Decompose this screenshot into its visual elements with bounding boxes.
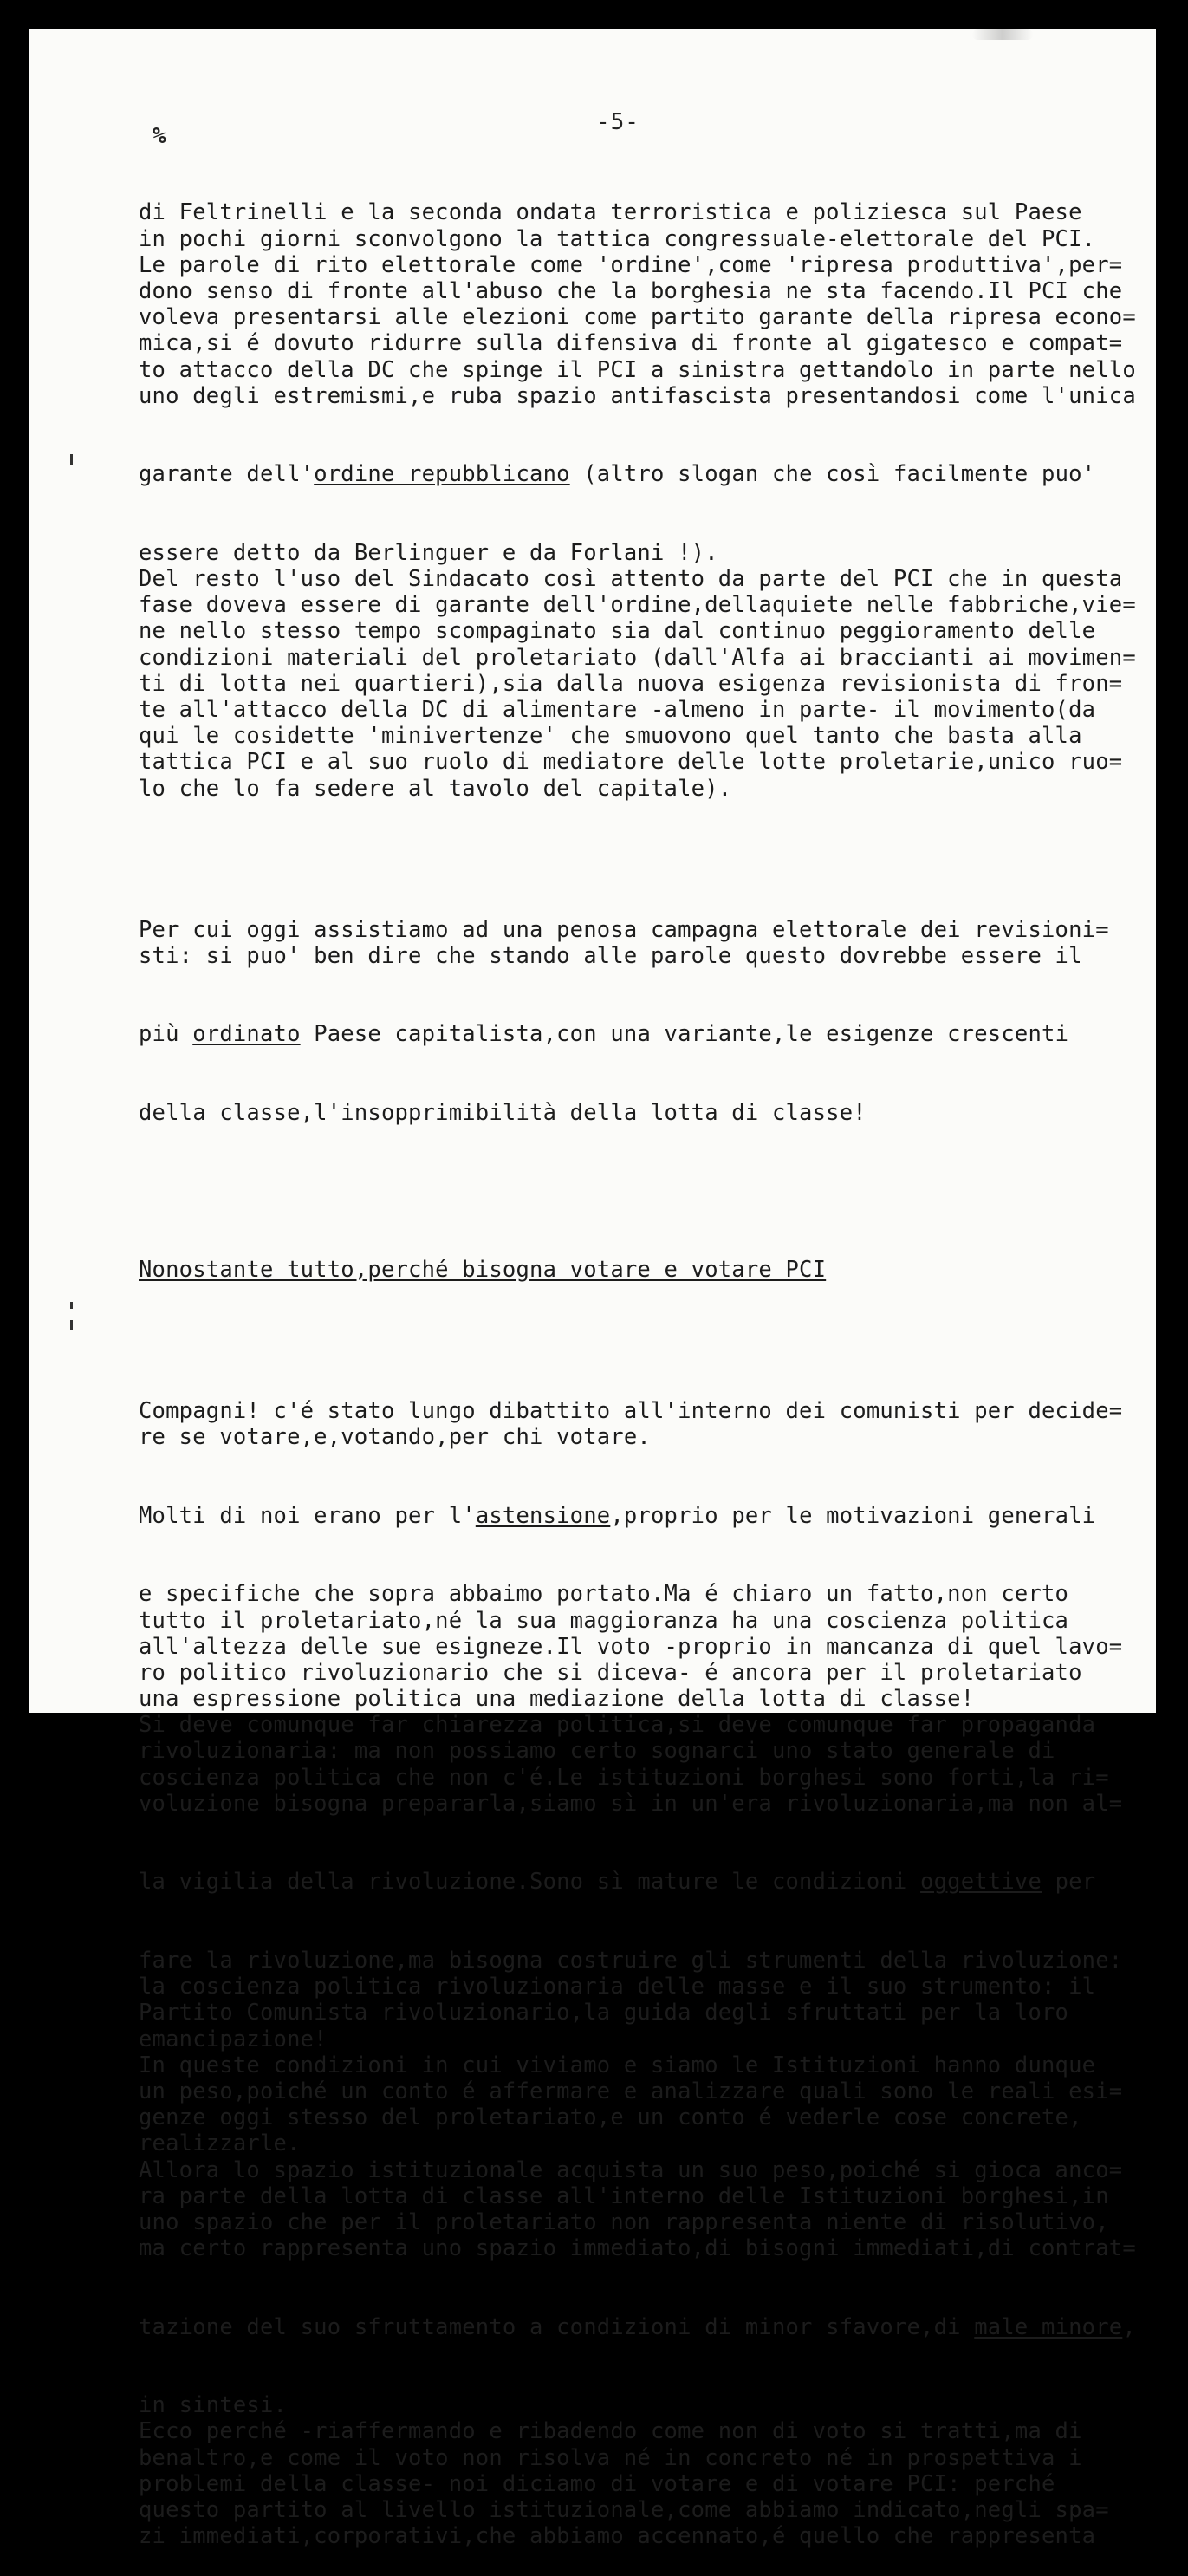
text-line: voleva presentarsi alle elezioni come partito garante della ripresa econo= [139, 304, 1136, 331]
paragraph-2-tail [139, 1100, 1135, 1126]
text-line: tutto il proletariato,né la sua maggioranza ha una coscienza politica [139, 1607, 1069, 1634]
text-line: garante dell'ordine repubblicano (altro slogan che così facilmente puo' [139, 461, 1096, 488]
text-line: Ecco perché -riaffermando e ribadendo come non di voto si tratti,ma di [139, 2418, 1082, 2445]
text-line: Per cui oggi assistiamo ad una penosa campagna elettorale dei revisioni= [139, 916, 1109, 943]
text-line: della classe,l'insopprimibilità della lotta di classe! [139, 1099, 867, 1126]
text-line: Partito Comunista rivoluzionario,la guida degli sfruttati per la loro [139, 2000, 1069, 2026]
text-line: uno spazio che per il proletariato non rappresenta niente di risolutivo, [139, 2208, 1109, 2235]
text-line: te all'attacco della DC di alimentare -almeno in parte- il movimento(da [139, 697, 1096, 724]
text-line: to attacco della DC che spinge il PCI a sinistra gettandolo in parte nello [139, 356, 1136, 383]
text-line: Si deve comunque far chiarezza politica,si deve comunque far propaganda [139, 1712, 1096, 1739]
underlined-phrase: male minore [974, 2313, 1123, 2340]
underlined-phrase: astensione [475, 1502, 611, 1529]
text-line: ne nello stesso tempo scompaginato sia dal continuo peggioramento delle [139, 618, 1096, 645]
text-line: più ordinato Paese capitalista,con una variante,le esigenze crescenti [139, 1021, 1069, 1048]
margin-tick [70, 454, 73, 465]
paragraph-1 [139, 199, 1135, 409]
section-heading: Nonostante tutto,perché bisogna votare e votare PCI [139, 1256, 827, 1283]
text-line: sti: si puo' ben dire che stando alle parole questo dovrebbe essere il [139, 942, 1082, 969]
text-line: rivoluzionaria: ma non possiamo certo sognarci uno stato generale di [139, 1738, 1055, 1765]
paragraph-1-tail [139, 540, 1135, 802]
underlined-phrase: ordinato [192, 1021, 301, 1048]
text-line: uno degli estremismi,e ruba spazio antifascista presentandosi come l'unica [139, 382, 1136, 409]
text-line: la vigilia della rivoluzione.Sono sì mature le condizioni oggettive per [139, 1869, 1096, 1896]
scan-smudge [972, 29, 1033, 40]
underlined-phrase: ordine repubblicano [314, 461, 570, 488]
text-line: all'altezza delle sue esigneze.Il voto -proprio in mancanza di quel lavo= [139, 1633, 1123, 1660]
text-line: realizzarle. [139, 2130, 301, 2157]
text-line: zi immediati,corporativi,che abbiamo accennato,é quello che rappresenta [139, 2523, 1096, 2550]
text-line: una espressione politica una mediazione della lotta di classe! [139, 1686, 975, 1713]
text-line: emancipazione! [139, 2026, 328, 2052]
text-line: tattica PCI e al suo ruolo di mediatore delle lotte proletarie,unico ruo= [139, 749, 1123, 776]
paragraph-3-mid [139, 1581, 1135, 1817]
underlined-phrase: oggettive [920, 1869, 1042, 1896]
text-line: ma certo rappresenta uno spazio immediato,di bisogni immediati,di contrat= [139, 2235, 1136, 2262]
text-line: condizioni materiali del proletariato (dall'Alfa ai braccianti ai movimen= [139, 644, 1136, 671]
text-line: fase doveva essere di garante dell'ordine,dellaquiete nelle fabbriche,vie= [139, 592, 1136, 619]
text-line: Del resto l'uso del Sindacato così attento da parte del PCI che in questa [139, 566, 1123, 593]
text-line: ro politico rivoluzionario che si diceva- é ancora per il proletariato [139, 1659, 1082, 1686]
text-line: fare la rivoluzione,ma bisogna costruire gli strumenti della rivoluzione: [139, 1948, 1123, 1974]
margin-tick [70, 1320, 73, 1330]
text-line: lo che lo fa sedere al tavolo del capitale). [139, 775, 732, 802]
text-line: In queste condizioni in cui viviamo e siamo le Istituzioni hanno dunque [139, 2052, 1096, 2078]
corner-mark: % [153, 123, 166, 149]
margin-tick [70, 1302, 73, 1309]
page-number: -5- [596, 109, 639, 135]
text-line: qui le cosidette 'minivertenze' che smuovono quel tanto che basta alla [139, 723, 1082, 750]
text-line: in pochi giorni sconvolgono la tattica congressuale-elettorale del PCI. [139, 225, 1096, 252]
paragraph-3-end [139, 2392, 1135, 2549]
text-line: un peso,poiché un conto é affermare e analizzare quali sono le reali esi= [139, 2078, 1123, 2104]
text-line: mica,si é dovuto ridurre sulla difensiva di fronte al gigatesco e compat= [139, 330, 1123, 357]
paragraph-2 [139, 917, 1135, 969]
text-line: tazione del suo sfruttamento a condizioni di minor sfavore,di male minore, [139, 2313, 1136, 2340]
text-line: Molti di noi erano per l'astensione,proprio per le motivazioni generali [139, 1502, 1096, 1529]
text-line: di Feltrinelli e la seconda ondata terroristica e poliziesca sul Paese [139, 199, 1082, 226]
paragraph-3-head [139, 1398, 1135, 1450]
body-text [139, 147, 1135, 2576]
text-line: ra parte della lotta di classe all'interno delle Istituzioni borghesi,in [139, 2182, 1109, 2209]
text-line: ti di lotta nei quartieri),sia dalla nuova esigenza revisionista di fron= [139, 670, 1123, 697]
text-line: e specifiche che sopra abbaimo portato.Ma é chiaro un fatto,non certo [139, 1581, 1069, 1608]
text-line: la coscienza politica rivoluzionaria delle masse e il suo strumento: il [139, 1974, 1096, 2000]
text-line: genze oggi stesso del proletariato,e un conto é vederle cose concrete, [139, 2104, 1082, 2131]
text-line: Compagni! c'é stato lungo dibattito all'interno dei comunisti per decide= [139, 1397, 1123, 1424]
text-line: essere detto da Berlinguer e da Forlani !). [139, 539, 718, 566]
text-line: dono senso di fronte all'abuso che la borghesia ne sta facendo.Il PCI che [139, 277, 1123, 304]
text-line: questo partito al livello istituzionale,come abbiamo indicato,negli spa= [139, 2497, 1109, 2524]
text-line: voluzione bisogna prepararla,siamo sì in un'era rivoluzionaria,ma non al= [139, 1790, 1123, 1817]
text-line: problemi della classe- noi diciamo di votare e di votare PCI: perché [139, 2470, 1055, 2497]
text-line: coscienza politica che non c'é.Le istituzioni borghesi sono forti,la ri= [139, 1764, 1109, 1791]
text-line: in sintesi. [139, 2392, 288, 2419]
text-line: Allora lo spazio istituzionale acquista un suo peso,poiché si gioca anco= [139, 2156, 1123, 2183]
text-line: Le parole di rito elettorale come 'ordine',come 'ripresa produttiva',per= [139, 251, 1123, 278]
text-line: benaltro,e come il voto non risolva né in concreto né in prospettiva i [139, 2444, 1082, 2471]
text-line: re se votare,e,votando,per chi votare. [139, 1424, 651, 1451]
paragraph-3-tail [139, 1948, 1135, 2261]
